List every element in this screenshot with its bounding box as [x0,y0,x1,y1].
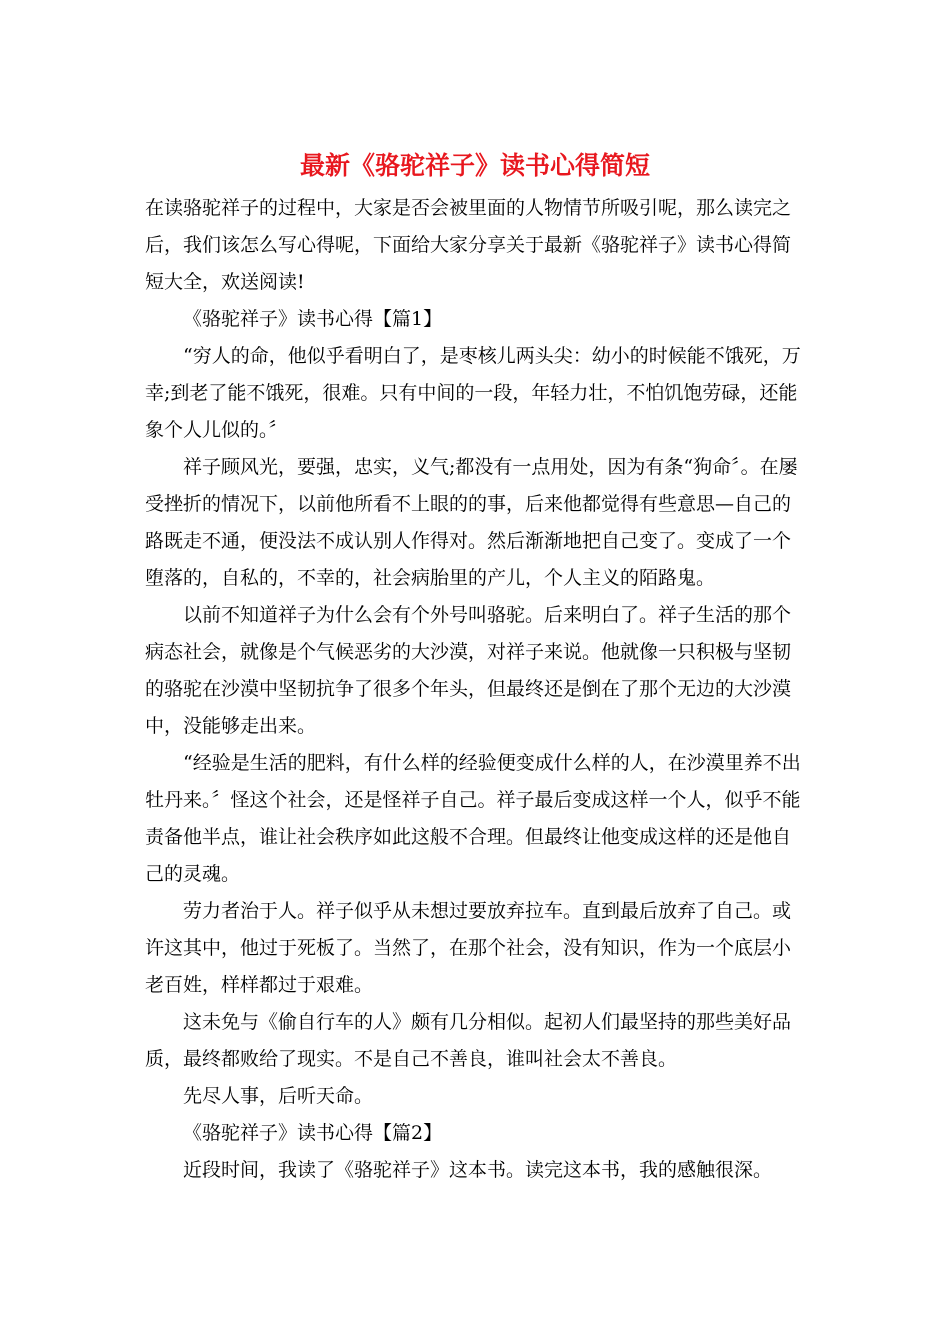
body-paragraph: “穷人的命，他似乎看明白了，是枣核儿两头尖：幼小的时候能不饿死，万幸;到老了能不饿死，很难。只有中间的一段，年轻力壮，不怕饥饱劳碌，还能象个人儿似的。〞 [145,345,801,441]
body-paragraph: 近段时间，我读了《骆驼祥子》这本书。读完这本书，我的感触很深。 [183,1159,773,1181]
body-paragraph: 劳力者治于人。祥子似乎从未想过要放弃拉车。直到最后放弃了自己。或许这其中，他过于死板了。当然了，在那个社会，没有知识，作为一个底层小老百姓，样样都过于艰难。 [145,900,792,996]
body-paragraph: 以前不知道祥子为什么会有个外号叫骆驼。后来明白了。祥子生活的那个病态社会，就像是个气候恶劣的大沙漠，对祥子来说。他就像一只积极与坚韧的骆驼在沙漠中坚韧抗争了很多个年头，但最终还是倒在了那个无边的大沙漠中，没能够走出来。 [145,604,792,737]
section-heading-2: 《骆驼祥子》读书心得【篇2】 [183,1122,443,1144]
body-paragraph: “经验是生活的肥料，有什么样的经验便变成什么样的人，在沙漠里养不出牡丹来。〞怪这个社会，还是怪祥子自己。祥子最后变成这样一个人，似乎不能责备他半点，谁让社会秩序如此这般不合理。但最终让他变成这样的还是他自己的灵魂。 [145,752,801,885]
intro-paragraph: 在读骆驼祥子的过程中，大家是否会被里面的人物情节所吸引呢，那么读完之后，我们该怎么写心得呢，下面给大家分享关于最新《骆驼祥子》读书心得简短大全，欢送阅读! [145,197,792,293]
document-body [145,190,805,1189]
body-paragraph: 祥子顾风光，要强，忠实，义气;都没有一点用处，因为有条“狗命〞。在屡受挫折的情况下，以前他所看不上眼的的事，后来他都觉得有些意思—自己的路既走不通，便没法不成认别人作得对。然后渐渐地把自己变了。变成了一个堕落的，自私的，不幸的，社会病胎里的产儿，个人主义的陌路鬼。 [145,456,798,589]
document-title: 最新《骆驼祥子》读书心得简短 [299,151,650,180]
section-heading-1: 《骆驼祥子》读书心得【篇1】 [183,308,443,330]
body-paragraph: 这未免与《偷自行车的人》颇有几分相似。起初人们最坚持的那些美好品质，最终都败给了现实。不是自己不善良，谁叫社会太不善良。 [145,1011,792,1070]
body-paragraph: 先尽人事，后听天命。 [183,1085,374,1107]
